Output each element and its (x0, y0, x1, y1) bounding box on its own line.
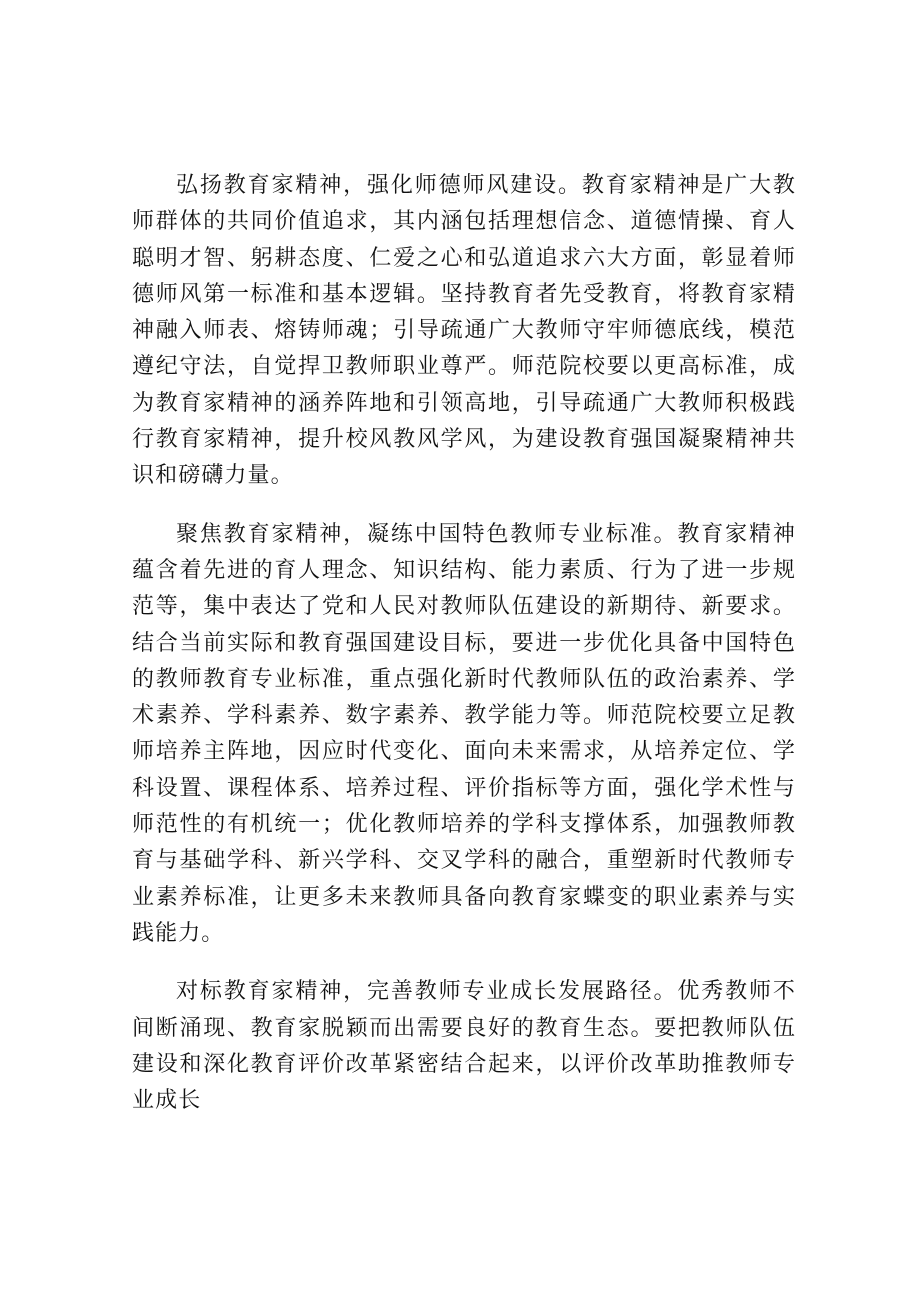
paragraph-3: 对标教育家精神，完善教师专业成长发展路径。优秀教师不间断涌现、教育家脱颖而出需要良好的教育生态。要把教师队伍建设和深化教育评价改革紧密结合起来，以评价改革助推教师专业成长 (132, 979, 796, 1114)
document-body (132, 168, 796, 1141)
paragraph-2: 聚焦教育家精神，凝练中国特色教师专业标准。教育家精神蕴含着先进的育人理念、知识结构、能力素质、行为了进一步规范等，集中表达了党和人民对教师队伍建设的新期待、新要求。结合当前实际和教育强国建设目标，要进一步优化具备中国特色的教师教育专业标准，重点强化新时代教师队伍的政治素养、学术素养、学科素养、数字素养、教学能力等。师范院校要立足教师培养主阵地，因应时代变化、面向未来需求，从培养定位、学科设置、课程体系、培养过程、评价指标等方面，强化学术性与师范性的有机统一；优化教师培养的学科支撑体系，加强教师教育与基础学科、新兴学科、交叉学科的融合，重塑新时代教师专业素养标准，让更多未来教师具备向教育家蝶变的职业素养与实践能力。 (132, 521, 796, 946)
paragraph-1: 弘扬教育家精神，强化师德师风建设。教育家精神是广大教师群体的共同价值追求，其内涵包括理想信念、道德情操、育人聪明才智、躬耕态度、仁爱之心和弘道追求六大方面，彰显着师德师风第一标准和基本逻辑。坚持教育者先受教育，将教育家精神融入师表、熔铸师魂；引导疏通广大教师守牢师德底线，模范遵纪守法，自觉捍卫教师职业尊严。师范院校要以更高标准，成为教育家精神的涵养阵地和引领高地，引导疏通广大教师积极践行教育家精神，提升校风教风学风，为建设教育强国凝聚精神共识和磅礴力量。 (132, 173, 796, 489)
